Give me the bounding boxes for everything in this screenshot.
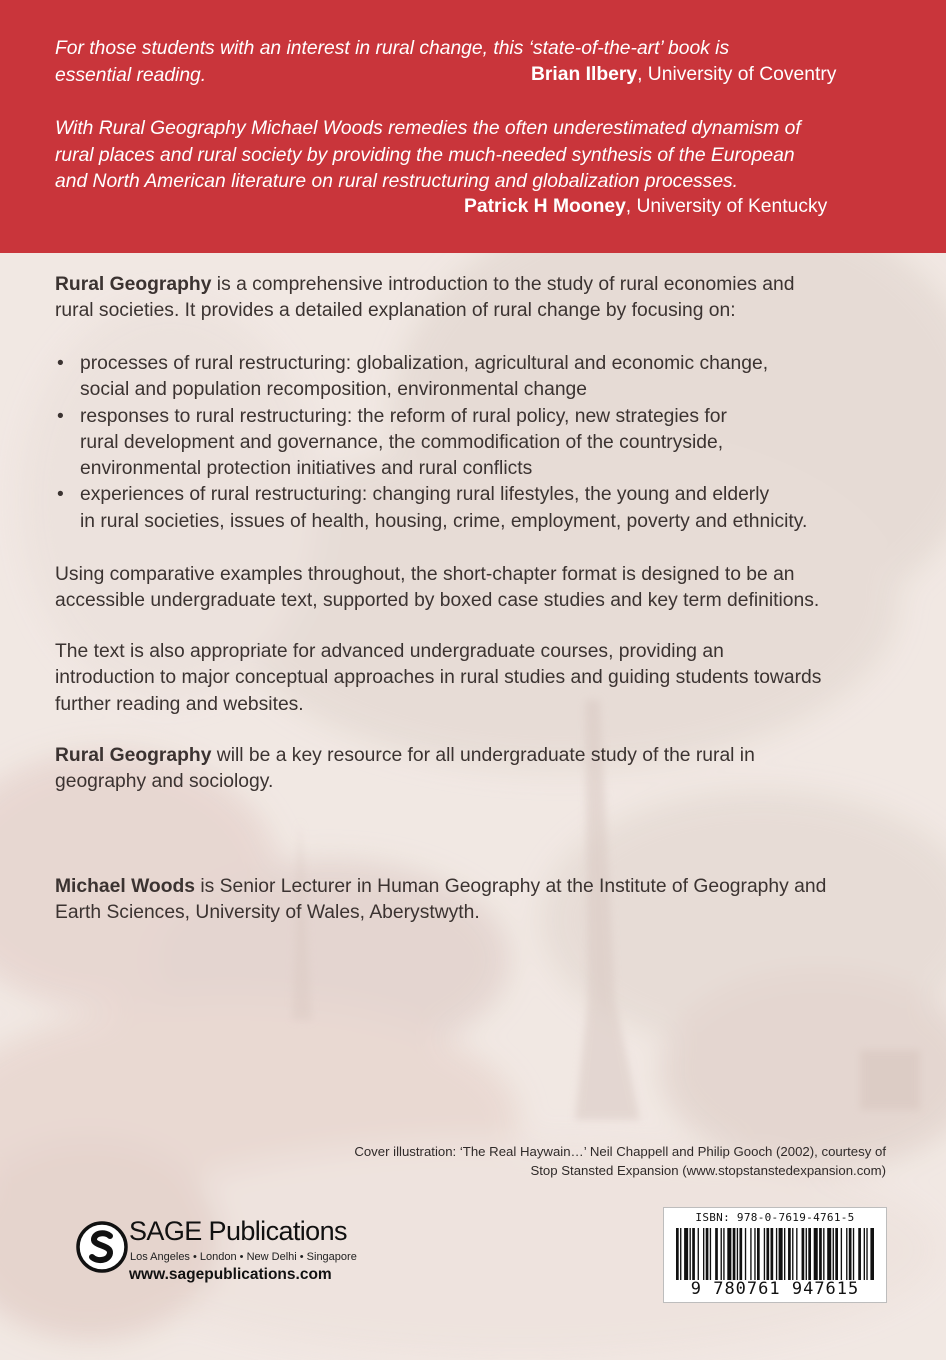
- barcode-bar: [680, 1228, 681, 1280]
- barcode-bar: [806, 1228, 807, 1280]
- publisher-block: [75, 1216, 395, 1296]
- barcode-bar: [733, 1228, 736, 1280]
- barcode-bar: [727, 1228, 731, 1280]
- review-quotes-band: [0, 0, 946, 253]
- isbn-barcode: [663, 1207, 887, 1303]
- barcode-bar: [721, 1228, 722, 1280]
- list-item: [55, 404, 891, 483]
- list-item: [55, 351, 891, 404]
- bullet-icon: •: [57, 405, 64, 427]
- barcode-bar: [802, 1228, 805, 1280]
- barcode-bar: [827, 1228, 831, 1280]
- focus-list: [55, 351, 891, 535]
- bullet-icon: •: [57, 353, 64, 374]
- barcode-bar: [853, 1228, 854, 1280]
- bullet-icon: •: [57, 484, 64, 506]
- paragraph-format: [55, 562, 891, 615]
- barcode-bar: [808, 1228, 811, 1280]
- paragraph-line: Using comparative examples throughout, the short-chapter format is designed to be an: [55, 564, 795, 585]
- barcode-bar: [841, 1228, 842, 1280]
- paragraph-resource: [55, 743, 891, 796]
- barcode-bar: [737, 1228, 738, 1280]
- intro-paragraph: [55, 272, 891, 325]
- barcode-bar: [788, 1228, 791, 1280]
- barcode-bar: [866, 1228, 867, 1280]
- barcode-bar: [771, 1228, 774, 1280]
- quote-author: Patrick H Mooney: [464, 196, 626, 217]
- paragraph-line: accessible undergraduate text, supported by boxed case studies and key term definitions.: [55, 590, 820, 612]
- quote-line: With Rural Geography Michael Woods remedies the often underestimated dynamism of: [55, 118, 801, 139]
- barcode-bar: [706, 1228, 709, 1280]
- barcode-bar: [750, 1228, 751, 1280]
- barcode-number: 9 780761 947615: [690, 1279, 860, 1299]
- barcode-bar: [703, 1228, 704, 1280]
- barcode-bar: [846, 1228, 847, 1280]
- quote-attribution: [464, 194, 827, 221]
- paragraph-line: geography and sociology.: [55, 771, 274, 793]
- paragraph-line: is a comprehensive introduction to the study of rural economies and: [211, 274, 795, 295]
- list-item-line: responses to rural restructuring: the reform of rural policy, new strategies for: [80, 405, 727, 427]
- barcode-bar: [835, 1228, 838, 1280]
- paragraph-line: will be a key resource for all undergraduate study of the rural in: [211, 745, 755, 766]
- barcode-bar: [692, 1228, 695, 1280]
- isbn-label: ISBN: 978-0-7619-4761-5: [695, 1211, 855, 1224]
- barcode-bar: [784, 1228, 785, 1280]
- quote-line: and North American literature on rural restructuring and globalization processes.: [55, 171, 739, 192]
- paragraph-line: The text is also appropriate for advanced undergraduate courses, providing an: [55, 641, 724, 662]
- credit-line: Cover illustration: ‘The Real Haywain…’ Neil Chappell and Philip Gooch (2002), courtesy of: [354, 1144, 886, 1159]
- list-item-line: rural development and governance, the commodification of the countryside,: [80, 431, 724, 453]
- paragraph-line: is Senior Lecturer in Human Geography at the Institute of Geography and: [195, 876, 827, 897]
- barcode-bar: [715, 1228, 718, 1280]
- barcode-bar: [739, 1228, 742, 1280]
- barcode-bar: [858, 1228, 861, 1280]
- author-name-bold: Michael Woods: [55, 876, 195, 897]
- paragraph-advanced: [55, 639, 891, 718]
- quote-attribution: [531, 62, 836, 89]
- barcode-bar: [792, 1228, 793, 1280]
- barcode-bar: [823, 1228, 824, 1280]
- list-item: [55, 482, 891, 535]
- barcode-bar: [849, 1228, 852, 1280]
- barcode-bar: [723, 1228, 724, 1280]
- quote-line: rural places and rural society by providing the much-needed synthesis of the European: [55, 144, 795, 166]
- credit-line: Stop Stansted Expansion (www.stopstanstedexpansion.com): [530, 1163, 886, 1178]
- cover-illustration-credit: [354, 1142, 886, 1180]
- paragraph-line: Earth Sciences, University of Wales, Aberystwyth.: [55, 902, 480, 924]
- quote-affiliation: , University of Coventry: [637, 64, 837, 85]
- quote-line: essential reading.: [55, 64, 207, 86]
- barcode-bar: [690, 1228, 691, 1280]
- book-title-bold: Rural Geography: [55, 274, 212, 295]
- barcode-bars: [676, 1228, 874, 1280]
- barcode-bar: [698, 1228, 699, 1280]
- barcode-bar: [766, 1228, 769, 1280]
- barcode-bar: [796, 1228, 797, 1280]
- barcode-bar: [779, 1228, 783, 1280]
- barcode-bar: [819, 1228, 822, 1280]
- publisher-url: www.sagepublications.com: [129, 1266, 332, 1283]
- paragraph-line: further reading and websites.: [55, 693, 304, 715]
- barcode-bar: [870, 1228, 874, 1280]
- barcode-bar: [864, 1228, 865, 1280]
- barcode-bar: [754, 1228, 755, 1280]
- barcode-bar: [814, 1228, 818, 1280]
- paragraph-line: introduction to major conceptual approaches in rural studies and guiding students towards: [55, 667, 822, 689]
- barcode-bar: [757, 1228, 760, 1280]
- list-item-line: experiences of rural restructuring: changing rural lifestyles, the young and elderly: [80, 484, 770, 506]
- list-item-line: social and population recomposition, environmental change: [80, 379, 587, 401]
- barcode-bar: [710, 1228, 711, 1280]
- publisher-cities: Los Angeles • London • New Delhi • Singapore: [130, 1251, 357, 1263]
- quote-line: For those students with an interest in rural change, this ‘state-of-the-art’ book is: [55, 38, 730, 59]
- publisher-name: SAGE Publications: [129, 1216, 347, 1246]
- quote-mooney: [55, 116, 885, 196]
- barcode-bar: [776, 1228, 777, 1280]
- author-bio: [55, 874, 891, 927]
- barcode-bar: [764, 1228, 765, 1280]
- barcode-bar: [676, 1228, 679, 1280]
- barcode-bar: [684, 1228, 688, 1280]
- barcode-bar: [745, 1228, 746, 1280]
- list-item-line: in rural societies, issues of health, housing, crime, employment, poverty and ethnicity.: [80, 510, 808, 532]
- quote-author: Brian Ilbery: [531, 64, 638, 85]
- book-title-bold: Rural Geography: [55, 745, 212, 766]
- list-item-line: environmental protection initiatives and rural conflicts: [80, 458, 533, 480]
- list-item-line: processes of rural restructuring: globalization, agricultural and economic change,: [80, 353, 769, 374]
- quote-affiliation: , University of Kentucky: [625, 196, 828, 217]
- barcode-bar: [833, 1228, 834, 1280]
- paragraph-line: rural societies. It provides a detailed explanation of rural change by focusing on:: [55, 300, 736, 322]
- sage-s-logo-icon: [75, 1220, 129, 1274]
